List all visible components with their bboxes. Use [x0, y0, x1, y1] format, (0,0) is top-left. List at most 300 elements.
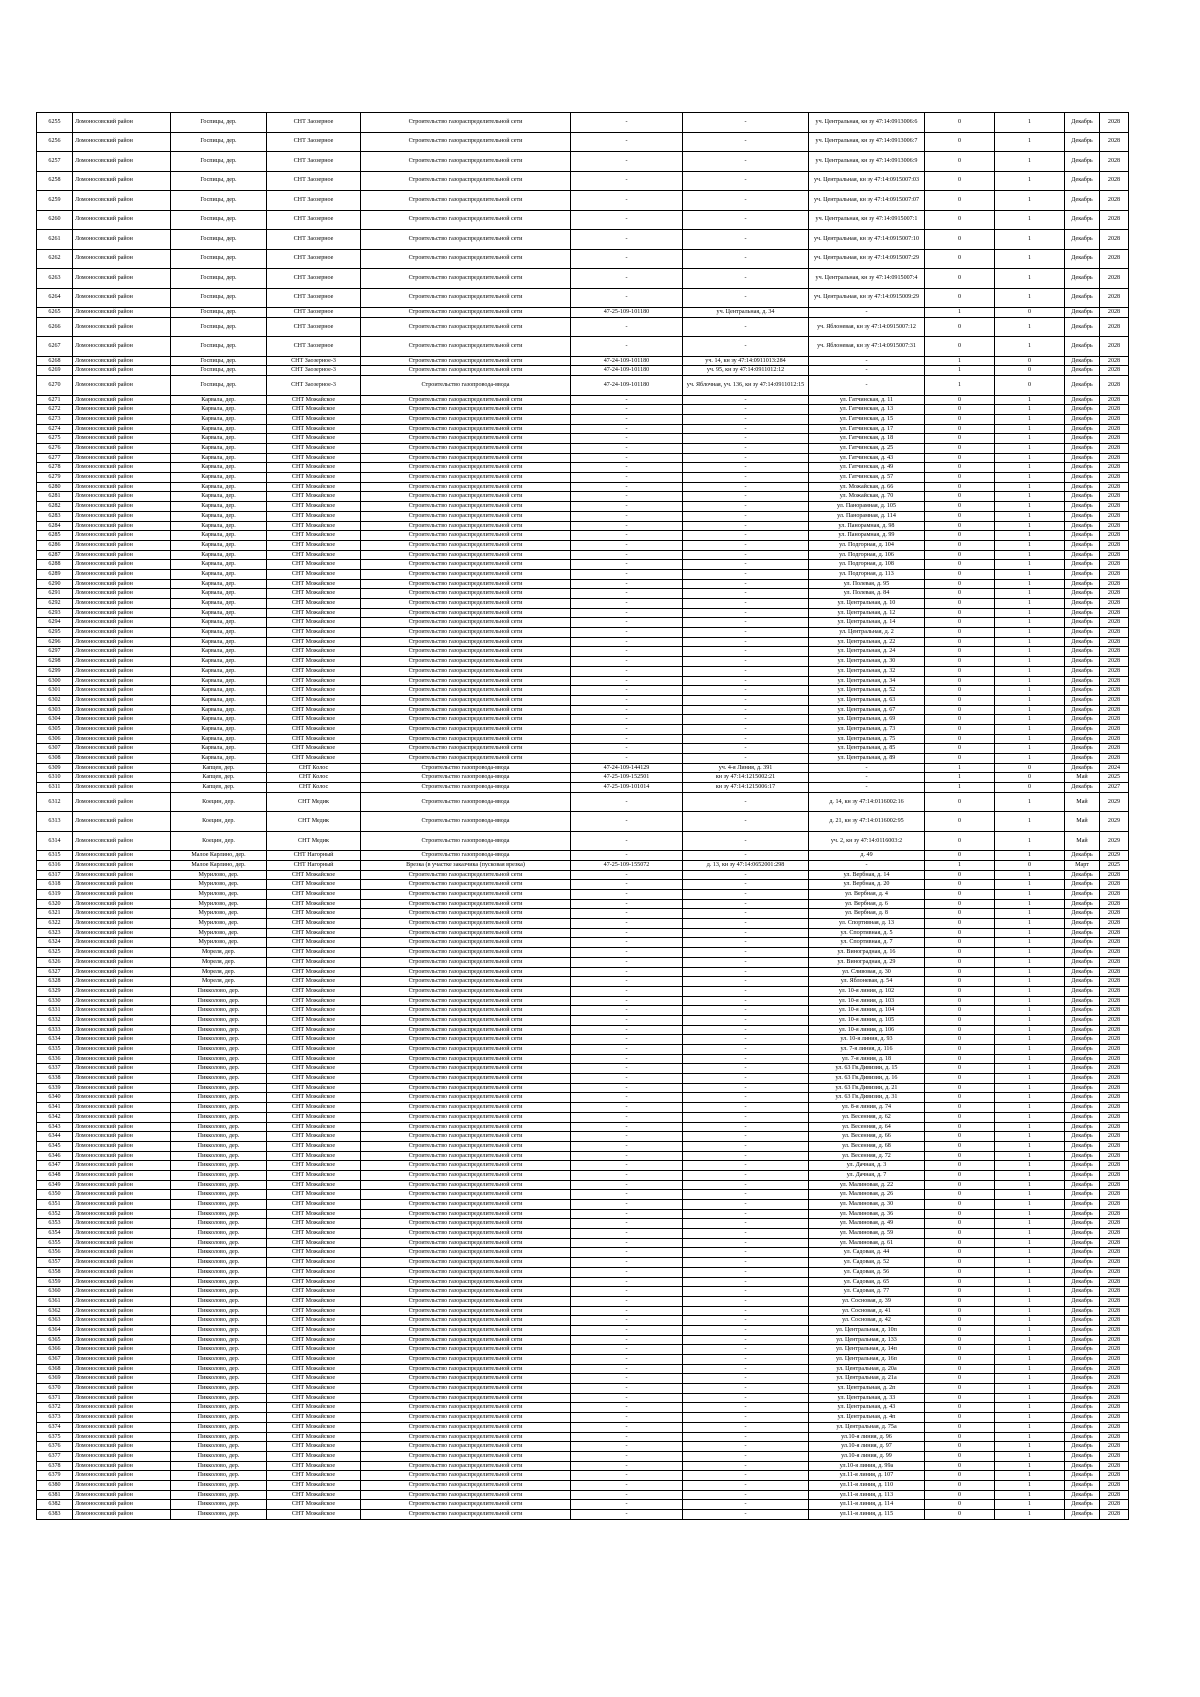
cell-work-type: Строительство газораспределительной сети [361, 589, 571, 599]
cell-settlement: Коецин, дер. [171, 812, 267, 832]
cell-count-connected: 0 [925, 317, 995, 337]
table-row [37, 792, 1129, 812]
cell-work-type: Строительство газораспределительной сети [361, 511, 571, 521]
cell-snt-name: СНТ Можайское [267, 695, 361, 705]
cell-count-planned: 1 [995, 1364, 1065, 1374]
table-row [37, 1296, 1129, 1306]
cell-work-type: Строительство газораспределительной сети [361, 1093, 571, 1103]
cell-permit-number: - [571, 473, 683, 483]
cell-count-connected: 0 [925, 1083, 995, 1093]
cell-row-number: 6350 [37, 1190, 73, 1200]
cell-snt-name: СНТ Нагорный [267, 851, 361, 861]
cell-month: Декабрь [1065, 608, 1100, 618]
cell-cadastral-address: ул. Центральная, д. 10п [809, 1325, 925, 1335]
cell-work-type: Строительство газораспределительной сети [361, 1287, 571, 1297]
cell-count-planned: 1 [995, 996, 1065, 1006]
cell-settlement: Мурилово, дер. [171, 899, 267, 909]
cell-snt-name: СНТ Заозерное [267, 152, 361, 172]
cell-address: д. 13, кн зу 47:14:0652001:298 [683, 860, 809, 870]
cell-count-planned: 1 [995, 831, 1065, 851]
cell-settlement: Пикколово, дер. [171, 1316, 267, 1326]
cell-settlement: Карвала, дер. [171, 424, 267, 434]
cell-settlement: Пикколово, дер. [171, 1345, 267, 1355]
cell-count-connected: 0 [925, 269, 995, 289]
cell-row-number: 6324 [37, 938, 73, 948]
cell-address: - [683, 890, 809, 900]
cell-district: Ломоносовский район [73, 132, 171, 152]
cell-count-planned: 1 [995, 1045, 1065, 1055]
cell-row-number: 6357 [37, 1258, 73, 1268]
cell-permit-number: - [571, 337, 683, 357]
cell-settlement: Пикколово, дер. [171, 1229, 267, 1239]
cell-count-planned: 1 [995, 269, 1065, 289]
cell-work-type: Строительство газораспределительной сети [361, 308, 571, 318]
cell-count-connected: 0 [925, 511, 995, 521]
cell-snt-name: СНТ Можайское [267, 1422, 361, 1432]
cell-year: 2028 [1100, 376, 1129, 396]
cell-year: 2028 [1100, 171, 1129, 191]
cell-count-planned: 1 [995, 1451, 1065, 1461]
cell-year: 2028 [1100, 1180, 1129, 1190]
cell-settlement: Госпицы, дер. [171, 269, 267, 289]
cell-year: 2028 [1100, 647, 1129, 657]
cell-work-type: Строительство газопровода-ввода [361, 831, 571, 851]
cell-row-number: 6278 [37, 463, 73, 473]
table-row [37, 705, 1129, 715]
cell-year: 2028 [1100, 453, 1129, 463]
cell-permit-number: - [571, 851, 683, 861]
cell-count-planned: 1 [995, 1345, 1065, 1355]
cell-snt-name: СНТ Можайское [267, 1325, 361, 1335]
table-row [37, 870, 1129, 880]
cell-snt-name: СНТ Можайское [267, 676, 361, 686]
cell-row-number: 6377 [37, 1451, 73, 1461]
cell-count-connected: 0 [925, 1229, 995, 1239]
cell-snt-name: СНТ Можайское [267, 647, 361, 657]
cell-row-number: 6367 [37, 1355, 73, 1365]
cell-settlement: Пикколово, дер. [171, 1132, 267, 1142]
cell-work-type: Строительство газораспределительной сети [361, 191, 571, 211]
cell-district: Ломоносовский район [73, 1132, 171, 1142]
cell-year: 2028 [1100, 1112, 1129, 1122]
cell-month: Декабрь [1065, 308, 1100, 318]
cell-permit-number: - [571, 1083, 683, 1093]
cell-row-number: 6372 [37, 1403, 73, 1413]
cell-district: Ломоносовский район [73, 1461, 171, 1471]
table-row [37, 1132, 1129, 1142]
cell-permit-number: - [571, 1103, 683, 1113]
table-row [37, 1006, 1129, 1016]
cell-count-planned: 1 [995, 569, 1065, 579]
cell-address: - [683, 531, 809, 541]
cell-count-connected: 0 [925, 1219, 995, 1229]
cell-count-planned: 1 [995, 1132, 1065, 1142]
cell-cadastral-address: ул. Гатчинская, д. 17 [809, 424, 925, 434]
cell-work-type: Строительство газораспределительной сети [361, 957, 571, 967]
cell-address: - [683, 1355, 809, 1365]
cell-row-number: 6282 [37, 502, 73, 512]
cell-cadastral-address: ул. Центральная, д. 89 [809, 754, 925, 764]
cell-row-number: 6383 [37, 1510, 73, 1520]
cell-address: - [683, 171, 809, 191]
cell-month: Декабрь [1065, 1083, 1100, 1093]
cell-settlement: Малое Карлино, дер. [171, 860, 267, 870]
cell-month: Декабрь [1065, 1015, 1100, 1025]
cell-address: - [683, 1510, 809, 1520]
cell-year: 2028 [1100, 734, 1129, 744]
cell-row-number: 6318 [37, 880, 73, 890]
cell-snt-name: СНТ Можайское [267, 1374, 361, 1384]
cell-work-type: Строительство газораспределительной сети [361, 1490, 571, 1500]
table-row [37, 628, 1129, 638]
cell-settlement: Пикколово, дер. [171, 1083, 267, 1093]
cell-work-type: Строительство газопровода-ввода [361, 851, 571, 861]
cell-cadastral-address: ул. Центральная, д. 75 [809, 734, 925, 744]
cell-snt-name: СНТ Можайское [267, 705, 361, 715]
cell-permit-number: 47-24-109-101180 [571, 376, 683, 396]
cell-year: 2028 [1100, 1229, 1129, 1239]
cell-permit-number: - [571, 1490, 683, 1500]
cell-month: Декабрь [1065, 1161, 1100, 1171]
cell-count-connected: 0 [925, 938, 995, 948]
cell-month: Декабрь [1065, 1500, 1100, 1510]
table-row [37, 1364, 1129, 1374]
cell-row-number: 6349 [37, 1180, 73, 1190]
cell-count-planned: 1 [995, 1325, 1065, 1335]
cell-row-number: 6258 [37, 171, 73, 191]
cell-count-connected: 0 [925, 705, 995, 715]
table-row [37, 1258, 1129, 1268]
cell-permit-number: - [571, 676, 683, 686]
cell-year: 2028 [1100, 414, 1129, 424]
cell-count-planned: 1 [995, 1141, 1065, 1151]
cell-permit-number: - [571, 1170, 683, 1180]
cell-snt-name: СНТ Можайское [267, 424, 361, 434]
cell-month: Декабрь [1065, 1393, 1100, 1403]
cell-row-number: 6305 [37, 724, 73, 734]
cell-settlement: Пикколово, дер. [171, 1277, 267, 1287]
cell-permit-number: - [571, 113, 683, 133]
cell-district: Ломоносовский район [73, 1393, 171, 1403]
cell-address: - [683, 1451, 809, 1461]
cell-work-type: Строительство газораспределительной сети [361, 1170, 571, 1180]
cell-count-planned: 1 [995, 1267, 1065, 1277]
cell-month: Декабрь [1065, 705, 1100, 715]
cell-row-number: 6296 [37, 637, 73, 647]
cell-district: Ломоносовский район [73, 424, 171, 434]
cell-cadastral-address: ул. 10-я линия, д. 103 [809, 996, 925, 1006]
cell-address: - [683, 1161, 809, 1171]
cell-count-connected: 1 [925, 763, 995, 773]
cell-month: Декабрь [1065, 890, 1100, 900]
cell-cadastral-address: ул. Центральная, д. 22 [809, 637, 925, 647]
cell-snt-name: СНТ Можайское [267, 657, 361, 667]
cell-count-connected: 0 [925, 1141, 995, 1151]
cell-snt-name: СНТ Можайское [267, 1170, 361, 1180]
cell-district: Ломоносовский район [73, 1248, 171, 1258]
cell-year: 2028 [1100, 686, 1129, 696]
cell-district: Ломоносовский район [73, 724, 171, 734]
cell-district: Ломоносовский район [73, 1480, 171, 1490]
cell-permit-number: - [571, 1325, 683, 1335]
cell-permit-number: - [571, 928, 683, 938]
cell-count-connected: 0 [925, 1422, 995, 1432]
table-row [37, 1141, 1129, 1151]
cell-cadastral-address: ул. Центральная, д. 14п [809, 1345, 925, 1355]
cell-year: 2028 [1100, 1316, 1129, 1326]
cell-year: 2028 [1100, 1510, 1129, 1520]
cell-month: Декабрь [1065, 783, 1100, 793]
table-row [37, 1413, 1129, 1423]
cell-year: 2028 [1100, 589, 1129, 599]
cell-settlement: Пикколово, дер. [171, 1296, 267, 1306]
cell-permit-number: - [571, 657, 683, 667]
cell-count-planned: 1 [995, 1112, 1065, 1122]
cell-month: Декабрь [1065, 1054, 1100, 1064]
cell-address: - [683, 1074, 809, 1084]
cell-permit-number: - [571, 909, 683, 919]
cell-row-number: 6286 [37, 540, 73, 550]
table-row [37, 1442, 1129, 1452]
cell-address: - [683, 599, 809, 609]
cell-count-planned: 1 [995, 928, 1065, 938]
cell-settlement: Пикколово, дер. [171, 1287, 267, 1297]
table-row [37, 1015, 1129, 1025]
cell-snt-name: СНТ Можайское [267, 599, 361, 609]
cell-settlement: Госпицы, дер. [171, 191, 267, 211]
cell-address: - [683, 1374, 809, 1384]
cell-month: Декабрь [1065, 1190, 1100, 1200]
cell-year: 2028 [1100, 210, 1129, 230]
cell-year: 2028 [1100, 1132, 1129, 1142]
cell-address: - [683, 453, 809, 463]
cell-snt-name: СНТ Можайское [267, 1461, 361, 1471]
cell-address: - [683, 1422, 809, 1432]
cell-year: 2028 [1100, 521, 1129, 531]
cell-count-planned: 1 [995, 492, 1065, 502]
cell-address: - [683, 473, 809, 483]
table-row [37, 434, 1129, 444]
cell-district: Ломоносовский район [73, 647, 171, 657]
cell-row-number: 6335 [37, 1045, 73, 1055]
cell-work-type: Строительство газораспределительной сети [361, 686, 571, 696]
cell-district: Ломоносовский район [73, 1422, 171, 1432]
cell-count-planned: 1 [995, 1103, 1065, 1113]
cell-address: - [683, 1335, 809, 1345]
cell-address: - [683, 414, 809, 424]
cell-permit-number: - [571, 608, 683, 618]
cell-work-type: Строительство газораспределительной сети [361, 1006, 571, 1016]
cell-count-connected: 0 [925, 482, 995, 492]
cell-row-number: 6268 [37, 356, 73, 366]
cell-district: Ломоносовский район [73, 1093, 171, 1103]
cell-settlement: Пикколово, дер. [171, 1219, 267, 1229]
cell-year: 2028 [1100, 1054, 1129, 1064]
cell-address: - [683, 986, 809, 996]
cell-snt-name: СНТ Можайское [267, 1112, 361, 1122]
table-row [37, 249, 1129, 269]
cell-count-connected: 0 [925, 1112, 995, 1122]
cell-count-planned: 1 [995, 560, 1065, 570]
cell-work-type: Строительство газораспределительной сети [361, 210, 571, 230]
cell-count-connected: 0 [925, 1306, 995, 1316]
cell-month: Декабрь [1065, 1006, 1100, 1016]
cell-row-number: 6289 [37, 569, 73, 579]
cell-count-connected: 0 [925, 540, 995, 550]
cell-cadastral-address: ул. Центральная, д. 75а [809, 1422, 925, 1432]
cell-address: - [683, 1461, 809, 1471]
cell-count-planned: 1 [995, 521, 1065, 531]
cell-work-type: Строительство газораспределительной сети [361, 444, 571, 454]
cell-work-type: Строительство газопровода-ввода [361, 812, 571, 832]
cell-count-connected: 0 [925, 1413, 995, 1423]
cell-permit-number: - [571, 1374, 683, 1384]
cell-count-connected: 0 [925, 948, 995, 958]
cell-district: Ломоносовский район [73, 783, 171, 793]
cell-cadastral-address: ул. Подгорная, д. 113 [809, 569, 925, 579]
cell-year: 2028 [1100, 948, 1129, 958]
cell-permit-number: - [571, 724, 683, 734]
cell-count-planned: 1 [995, 1238, 1065, 1248]
table-row [37, 715, 1129, 725]
cell-count-planned: 1 [995, 628, 1065, 638]
cell-address: - [683, 1238, 809, 1248]
cell-snt-name: СНТ Можайское [267, 628, 361, 638]
cell-work-type: Строительство газораспределительной сети [361, 695, 571, 705]
cell-district: Ломоносовский район [73, 550, 171, 560]
cell-count-connected: 0 [925, 1045, 995, 1055]
cell-address: - [683, 899, 809, 909]
cell-year: 2028 [1100, 1442, 1129, 1452]
cell-count-planned: 1 [995, 579, 1065, 589]
cell-snt-name: СНТ Можайское [267, 395, 361, 405]
cell-snt-name: СНТ Заозерное [267, 288, 361, 308]
cell-permit-number: - [571, 880, 683, 890]
cell-row-number: 6360 [37, 1287, 73, 1297]
cell-district: Ломоносовский район [73, 637, 171, 647]
cell-count-planned: 1 [995, 1190, 1065, 1200]
cell-month: Декабрь [1065, 1432, 1100, 1442]
cell-year: 2028 [1100, 608, 1129, 618]
cell-count-planned: 1 [995, 1093, 1065, 1103]
cell-month: Декабрь [1065, 986, 1100, 996]
cell-settlement: Карвала, дер. [171, 579, 267, 589]
cell-snt-name: СНТ Медик [267, 831, 361, 851]
cell-district: Ломоносовский район [73, 1490, 171, 1500]
cell-row-number: 6329 [37, 986, 73, 996]
cell-row-number: 6352 [37, 1209, 73, 1219]
cell-row-number: 6374 [37, 1422, 73, 1432]
cell-district: Ломоносовский район [73, 996, 171, 1006]
cell-month: Декабрь [1065, 482, 1100, 492]
cell-work-type: Строительство газораспределительной сети [361, 356, 571, 366]
table-row [37, 986, 1129, 996]
cell-year: 2028 [1100, 1045, 1129, 1055]
cell-settlement: Карвала, дер. [171, 686, 267, 696]
cell-district: Ломоносовский район [73, 1015, 171, 1025]
cell-work-type: Строительство газораспределительной сети [361, 919, 571, 929]
cell-settlement: Пикколово, дер. [171, 1471, 267, 1481]
cell-snt-name: СНТ Можайское [267, 1035, 361, 1045]
cell-row-number: 6346 [37, 1151, 73, 1161]
cell-count-planned: 1 [995, 647, 1065, 657]
cell-work-type: Строительство газораспределительной сети [361, 1345, 571, 1355]
cell-settlement: Карвала, дер. [171, 599, 267, 609]
cell-count-connected: 0 [925, 1074, 995, 1084]
cell-permit-number: - [571, 1054, 683, 1064]
cell-year: 2028 [1100, 1393, 1129, 1403]
cell-month: Декабрь [1065, 1510, 1100, 1520]
cell-row-number: 6354 [37, 1229, 73, 1239]
cell-count-connected: 0 [925, 1170, 995, 1180]
cell-settlement: Пикколово, дер. [171, 1093, 267, 1103]
cell-count-planned: 1 [995, 1006, 1065, 1016]
cell-permit-number: - [571, 977, 683, 987]
cell-cadastral-address: ул. 10-я линия, д. 102 [809, 986, 925, 996]
cell-work-type: Строительство газораспределительной сети [361, 521, 571, 531]
cell-cadastral-address: ул. Центральная, д. 43 [809, 1403, 925, 1413]
cell-month: Декабрь [1065, 589, 1100, 599]
table-row [37, 405, 1129, 415]
table-row [37, 589, 1129, 599]
cell-address: - [683, 734, 809, 744]
cell-district: Ломоносовский район [73, 1500, 171, 1510]
cell-district: Ломоносовский район [73, 308, 171, 318]
cell-cadastral-address: ул. 10-я линия, д. 93 [809, 1035, 925, 1045]
cell-district: Ломоносовский район [73, 249, 171, 269]
cell-count-connected: 0 [925, 608, 995, 618]
cell-address: - [683, 1471, 809, 1481]
table-row [37, 550, 1129, 560]
cell-month: Декабрь [1065, 1384, 1100, 1394]
cell-cadastral-address: ул. Гатчинская, д. 57 [809, 473, 925, 483]
cell-snt-name: СНТ Медик [267, 792, 361, 812]
cell-district: Ломоносовский район [73, 1209, 171, 1219]
table-row [37, 1306, 1129, 1316]
cell-work-type: Строительство газопровода-ввода [361, 783, 571, 793]
cell-address: - [683, 1209, 809, 1219]
cell-month: Декабрь [1065, 724, 1100, 734]
cell-settlement: Пикколово, дер. [171, 1422, 267, 1432]
cell-snt-name: СНТ Колос [267, 773, 361, 783]
cell-settlement: Мореля, дер. [171, 977, 267, 987]
cell-month: Декабрь [1065, 1306, 1100, 1316]
cell-year: 2028 [1100, 434, 1129, 444]
cell-count-planned: 1 [995, 1074, 1065, 1084]
cell-address: - [683, 948, 809, 958]
cell-month: Декабрь [1065, 637, 1100, 647]
cell-district: Ломоносовский район [73, 511, 171, 521]
cell-permit-number: - [571, 317, 683, 337]
cell-row-number: 6263 [37, 269, 73, 289]
cell-snt-name: СНТ Заозерное [267, 249, 361, 269]
cell-work-type: Строительство газораспределительной сети [361, 1403, 571, 1413]
cell-cadastral-address: ул. Малиновая, д. 61 [809, 1238, 925, 1248]
cell-count-connected: 0 [925, 1015, 995, 1025]
cell-snt-name: СНТ Заозерное [267, 230, 361, 250]
cell-count-connected: 0 [925, 1335, 995, 1345]
cell-work-type: Строительство газораспределительной сети [361, 1015, 571, 1025]
cell-cadastral-address: ул. Центральная, д. 34 [809, 676, 925, 686]
table-row [37, 744, 1129, 754]
cell-district: Ломоносовский район [73, 695, 171, 705]
cell-count-connected: 0 [925, 550, 995, 560]
cell-snt-name: СНТ Можайское [267, 919, 361, 929]
cell-address: - [683, 395, 809, 405]
cell-permit-number: - [571, 414, 683, 424]
cell-district: Ломоносовский район [73, 434, 171, 444]
cell-row-number: 6337 [37, 1064, 73, 1074]
